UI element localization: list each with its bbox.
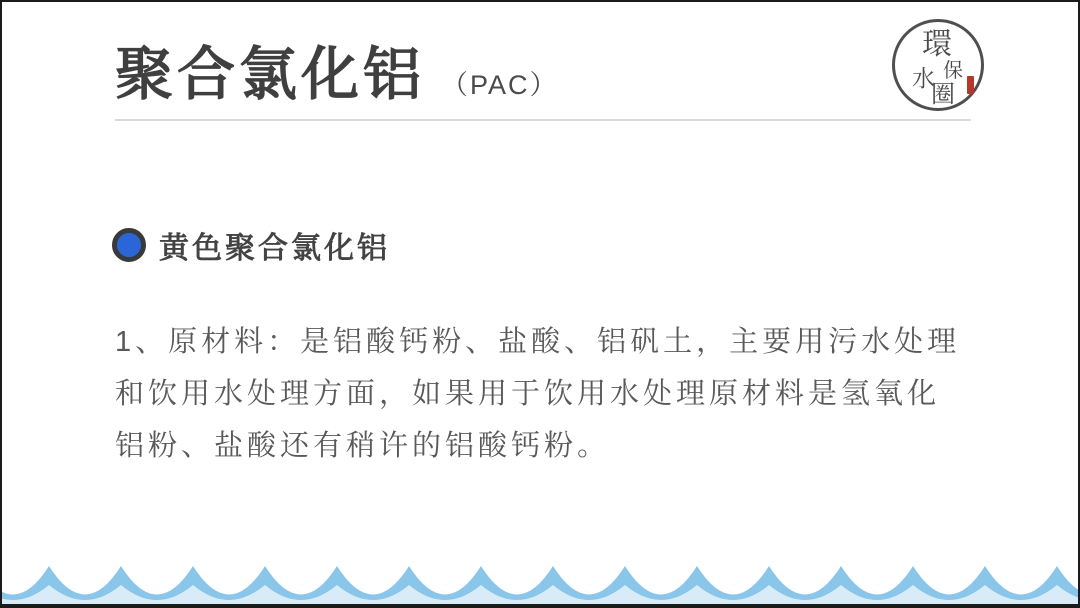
logo-char-left: 水 <box>912 66 935 92</box>
logo-char-bottom: 圈 <box>931 80 955 108</box>
paragraph-line-3: 铝粉、盐酸还有稍许的铝酸钙粉。 <box>115 430 611 462</box>
brand-stamp-logo <box>892 19 984 111</box>
body-paragraph <box>115 316 995 472</box>
title-row <box>115 42 559 108</box>
bullet-heading-row <box>112 223 390 267</box>
logo-red-seal-icon <box>967 76 974 94</box>
bullet-dot-icon <box>112 228 146 262</box>
section-heading: 黄色聚合氯化铝 <box>159 232 390 265</box>
logo-char-right: 保 <box>943 58 963 82</box>
page-title: 聚合氯化铝 <box>115 42 426 107</box>
paragraph-line-1: 1、原材料：是铝酸钙粉、盐酸、铝矾土，主要用污水处理 <box>115 326 961 358</box>
wave-decoration <box>2 563 1080 608</box>
logo-char-top: 環 <box>922 27 952 62</box>
paragraph-line-2: 和饮用水处理方面，如果用于饮用水处理原材料是氢氧化 <box>115 378 941 410</box>
title-suffix: （PAC） <box>441 70 559 100</box>
title-divider <box>115 119 971 121</box>
bottom-frame-line <box>2 604 1080 608</box>
